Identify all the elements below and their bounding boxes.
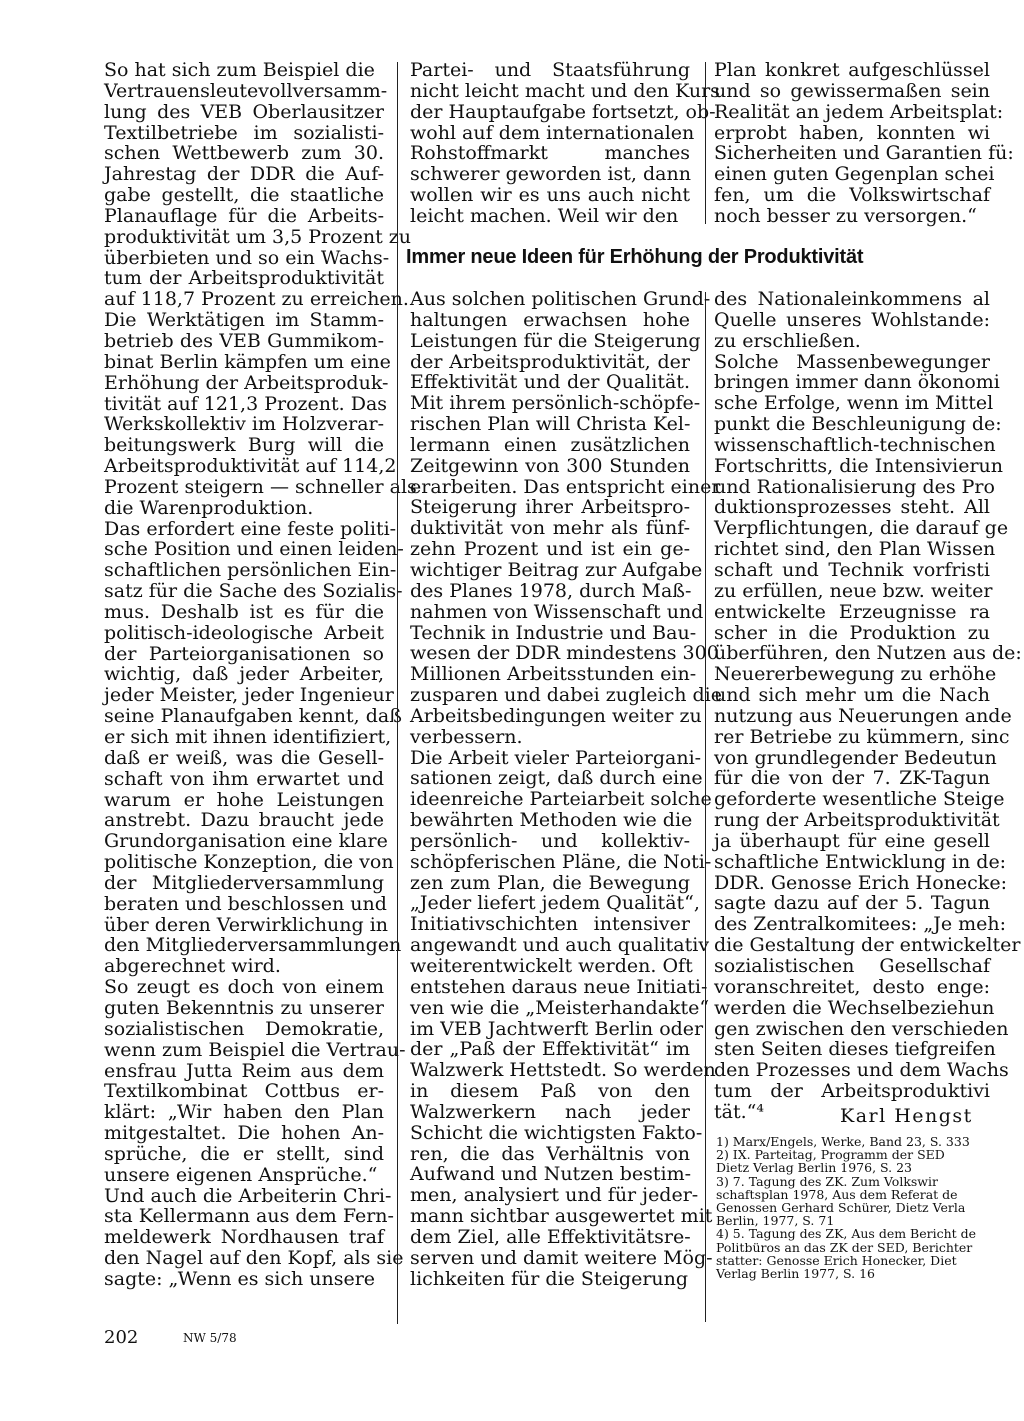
text-line: angewandt und auch qualitativ	[410, 934, 710, 957]
footnote-line: 4) 5. Tagung des ZK, Aus dem Bericht de	[716, 1226, 977, 1242]
text-line: lung des VEB Oberlausitzer	[104, 100, 384, 123]
text-line: er sich mit ihnen identifiziert,	[104, 726, 392, 748]
footnote-line: Genossen Gerhard Schürer, Dietz Verla	[716, 1200, 966, 1216]
text-line: überbieten und so ein Wachs-	[104, 246, 390, 269]
text-line: rischen Plan will Christa Kel-	[410, 413, 691, 436]
text-line: sozialistischen Demokratie,	[104, 1017, 384, 1040]
text-line: politische Konzeption, die von	[104, 851, 394, 874]
text-line: seine Planaufgaben kennt, daß	[104, 705, 402, 728]
text-line: fen, um die Volkswirtschaf	[714, 184, 990, 207]
footnote-line: schaftsplan 1978, Aus dem Referat de	[716, 1186, 958, 1202]
text-line: ja überhaupt für eine gesell	[714, 829, 990, 852]
text-line: Initiativschichten intensiver	[410, 913, 690, 936]
text-line: entwickelte Erzeugnisse ra	[714, 600, 990, 623]
section-headline: Immer neue Ideen für Erhöhung der Produktivität	[406, 246, 864, 268]
text-line: zu erschließen.	[714, 329, 861, 352]
footnote-line: 2) IX. Parteitag, Programm der SED	[716, 1147, 945, 1163]
text-line: duktivität von mehr als fünf-	[410, 517, 690, 540]
page-number: 202	[104, 1327, 139, 1348]
text-line: einen guten Gegenplan schei	[714, 163, 995, 186]
text-line: wenn zum Beispiel die Vertrau-	[104, 1038, 406, 1061]
text-line: zu erfüllen, neue bzw. weiter	[714, 579, 993, 602]
text-line: So zeugt es doch von einem	[104, 976, 384, 999]
text-line: wichtig, daß jeder Arbeiter,	[104, 663, 384, 686]
text-line: Effektivität und der Qualität.	[410, 371, 690, 394]
author-signature: Karl Hengst	[840, 1105, 973, 1127]
text-line: von grundlegender Bedeutun	[714, 746, 997, 769]
footnote-line: 1) Marx/Engels, Werke, Band 23, S. 333	[716, 1134, 970, 1149]
text-line: schaft und Technik vorfristi	[714, 558, 990, 581]
text-line: produktivität um 3,5 Prozent zu	[104, 225, 412, 248]
text-line: über deren Verwirklichung in	[104, 913, 389, 936]
text-line: ensfrau Jutta Reim aus dem	[104, 1059, 384, 1082]
footnotes	[716, 1135, 992, 1280]
text-line: noch besser zu versorgen.“	[714, 204, 977, 227]
text-line: Schicht die wichtigsten Fakto-	[410, 1121, 703, 1144]
text-line: Realität an jedem Arbeitsplat:	[714, 100, 1004, 123]
text-line: Plan konkret aufgeschlüssel	[714, 59, 990, 81]
text-line: unsere eigenen Ansprüche.“	[104, 1163, 378, 1186]
text-line: Technik in Industrie und Bau-	[410, 621, 697, 644]
text-line: schen Wettbewerb zum 30.	[104, 142, 384, 165]
text-line: und Rationalisierung des Pro	[714, 475, 995, 498]
footnote-line: Politbüros an das ZK der SED, Berichter	[716, 1239, 973, 1255]
text-line: erprobt haben, konnten wi	[714, 121, 990, 144]
column-3	[714, 288, 1022, 1123]
text-line: Mit ihrem persönlich-schöpfe-	[410, 392, 701, 415]
text-line: abgerechnet wird.	[104, 955, 281, 978]
text-line: Werkskollektiv im Holzverar-	[104, 413, 385, 436]
text-line: sprüche, die er stellt, sind	[104, 1142, 384, 1165]
text-line: serven und damit weitere Mög-	[410, 1246, 713, 1269]
footnote-line: Verlag Berlin 1977, S. 16	[716, 1266, 875, 1282]
text-line: Textilbetriebe im sozialisti-	[104, 121, 384, 144]
text-line: Walzwerkern nach jeder	[410, 1100, 690, 1123]
column-2-top	[410, 59, 720, 227]
text-line: dem Ziel, alle Effektivitätsre-	[410, 1225, 691, 1248]
text-line: persönlich- und kollektiv-	[410, 829, 690, 852]
text-line: verbessern.	[410, 725, 523, 748]
text-line: wichtiger Beitrag zur Aufgabe	[410, 558, 703, 581]
text-line: auf 118,7 Prozent zu erreichen.	[104, 288, 409, 311]
text-line: men, analysiert und für jeder-	[410, 1184, 699, 1207]
text-line: warum er hohe Leistungen	[104, 788, 384, 811]
text-line: weiterentwickelt werden. Oft	[410, 955, 693, 977]
text-line: duktionsprozesses steht. All	[714, 496, 990, 519]
text-line: schöpferischen Pläne, die Noti-	[410, 850, 712, 873]
text-line: sta Kellermann aus dem Fern-	[104, 1205, 394, 1228]
text-line: der Mitgliederversammlung	[104, 871, 384, 894]
text-line: richtet sind, den Plan Wissen	[714, 538, 996, 561]
text-line: Leistungen für die Steigerung	[410, 329, 701, 352]
column-3-top	[714, 59, 1014, 227]
text-line: sten Seiten dieses tiefgreifen	[714, 1038, 996, 1061]
text-line: ideenreiche Parteiarbeit solche	[410, 788, 712, 811]
text-line: scher in die Produktion zu	[714, 621, 990, 644]
text-line: Prozent steigern — schneller als	[104, 475, 417, 498]
footnote-line: Dietz Verlag Berlin 1976, S. 23	[716, 1160, 912, 1176]
text-line: tivität auf 121,3 Prozent. Das	[104, 392, 388, 415]
text-line: zehn Prozent und ist ein ge-	[410, 538, 690, 561]
text-line: Textilkombinat Cottbus er-	[104, 1080, 384, 1103]
text-line: Neuererbewegung zu erhöhe	[714, 663, 997, 686]
text-line: nutzung aus Neuerungen ande	[714, 704, 1012, 727]
text-line: betrieb des VEB Gummikom-	[104, 329, 384, 352]
text-line: Sicherheiten und Garantien fü:	[714, 142, 1014, 165]
text-line: rer Betriebe zu kümmern, sinc	[714, 725, 1010, 748]
text-line: haltungen erwachsen hohe	[410, 308, 690, 331]
text-line: und so gewissermaßen sein	[714, 79, 990, 102]
text-line: des Planes 1978, durch Maß-	[410, 579, 692, 602]
text-line: Quelle unseres Wohlstande:	[714, 308, 990, 331]
text-line: und sich mehr um die Nach	[714, 684, 990, 707]
text-line: ven wie die „Meisterhandakte“	[410, 996, 710, 1019]
text-line: sagte dazu auf der 5. Tagun	[714, 892, 990, 915]
text-line: binat Berlin kämpfen um eine	[104, 350, 391, 373]
text-line: Und auch die Arbeiterin Chri-	[104, 1184, 392, 1207]
text-line: klärt: „Wir haben den Plan	[104, 1101, 384, 1124]
text-line: des Zentralkomitees: „Je meh:	[714, 913, 1007, 936]
text-line: tum der Arbeitsproduktivi	[714, 1080, 990, 1103]
text-line: punkt die Beschleunigung de:	[714, 413, 1002, 436]
text-line: wollen wir es uns auch nicht	[410, 184, 690, 207]
text-line: Arbeitsproduktivität auf 114,2	[104, 455, 397, 478]
text-line: der Parteiorganisationen so	[104, 642, 384, 665]
text-line: die Gestaltung der entwickelter	[714, 934, 1021, 957]
text-line: Zeitgewinn von 300 Stunden	[410, 454, 690, 477]
text-line: der Arbeitsproduktivität, der	[410, 350, 690, 373]
text-line: erarbeiten. Das entspricht einer	[410, 475, 721, 498]
text-line: mann sichtbar ausgewertet mit	[410, 1205, 713, 1228]
text-line: DDR. Genosse Erich Honecke:	[714, 871, 1007, 894]
text-line: Jahrestag der DDR die Auf-	[104, 163, 384, 186]
text-line: Die Werktätigen im Stamm-	[104, 309, 384, 332]
text-line: überführen, den Nutzen aus de:	[714, 642, 1022, 665]
text-line: Millionen Arbeitsstunden ein-	[410, 663, 697, 686]
text-line: schaftlichen persönlichen Ein-	[104, 559, 397, 582]
text-line: schaftliche Entwicklung in de:	[714, 850, 1007, 873]
column-2	[410, 288, 722, 1290]
footnote-line: Berlin, 1977, S. 71	[716, 1213, 835, 1229]
text-line: den Mitgliederversammlungen	[104, 934, 402, 957]
text-line: schwerer geworden ist, dann	[410, 163, 691, 186]
text-line: Aufwand und Nutzen bestim-	[410, 1163, 692, 1186]
column-1	[104, 59, 417, 1290]
journal-issue: NW 5/78	[183, 1331, 237, 1345]
text-line: sationen zeigt, daß durch eine	[410, 767, 703, 790]
text-line: der Hauptaufgabe fortsetzt, ob-	[410, 100, 716, 123]
text-line: sche Position und einen leiden-	[104, 538, 404, 561]
text-line: lermann einen zusätzlichen	[410, 433, 690, 456]
text-line: beitungswerk Burg will die	[104, 434, 384, 457]
text-line: mus. Deshalb ist es für die	[104, 600, 384, 623]
text-line: im VEB Jachtwerft Berlin oder	[410, 1017, 704, 1040]
text-line: den Nagel auf den Kopf, als sie	[104, 1247, 404, 1270]
text-line: meldewerk Nordhausen traf	[104, 1226, 384, 1249]
text-line: wissenschaftlich-technischen	[714, 433, 996, 456]
text-line: satz für die Sache des Sozialis-	[104, 580, 403, 603]
text-line: Verpflichtungen, die darauf ge	[714, 517, 1009, 540]
text-line: Das erfordert eine feste politi-	[104, 517, 397, 540]
text-line: zen zum Plan, die Bewegung	[410, 871, 690, 894]
text-line: Vertrauensleutevollversamm-	[104, 79, 388, 102]
text-line: lichkeiten für die Steigerung	[410, 1267, 689, 1290]
text-line: für die von der 7. ZK-Tagun	[714, 767, 990, 790]
text-line: anstrebt. Dazu braucht jede	[104, 809, 384, 832]
text-line: Walzwerk Hettstedt. So werden	[410, 1059, 716, 1082]
text-line: sozialistischen Gesellschaf	[714, 955, 990, 977]
text-line: So hat sich zum Beispiel die	[104, 59, 375, 81]
text-line: wesen der DDR mindestens 300	[410, 642, 719, 665]
text-line: rung der Arbeitsproduktivität	[714, 809, 1000, 832]
text-line: wohl auf dem internationalen	[410, 121, 695, 144]
text-line: voranschreitet, desto enge:	[714, 975, 990, 998]
text-line: Erhöhung der Arbeitsproduk-	[104, 371, 389, 394]
text-line: geforderte wesentliche Steige	[714, 788, 1005, 811]
text-line: gabe gestellt, die staatliche	[104, 184, 384, 207]
text-line: die Warenproduktion.	[104, 496, 314, 519]
text-line: jeder Meister, jeder Ingenieur	[104, 684, 394, 707]
text-line: sche Erfolge, wenn im Mittel	[714, 392, 994, 415]
text-line: des Nationaleinkommens al	[714, 288, 990, 310]
text-line: politisch-ideologische Arbeit	[104, 621, 384, 644]
text-line: Planauflage für die Arbeits-	[104, 204, 384, 227]
text-line: Aus solchen politischen Grund-	[410, 288, 711, 310]
text-line: guten Bekenntnis zu unserer	[104, 996, 384, 1019]
text-line: Steigerung ihrer Arbeitspro-	[410, 496, 690, 519]
text-line: zusparen und dabei zugleich die	[410, 684, 722, 707]
footnote-line: 3) 7. Tagung des ZK. Zum Volkswir	[716, 1173, 938, 1189]
text-line: schaft von ihm erwartet und	[104, 767, 384, 790]
text-line: beraten und beschlossen und	[104, 892, 387, 915]
text-line: werden die Wechselbeziehun	[714, 996, 995, 1019]
text-line: tät.“⁴	[714, 1100, 764, 1123]
text-line: nahmen von Wissenschaft und	[410, 600, 704, 623]
text-line: den Prozesses und dem Wachs	[714, 1059, 1009, 1082]
text-line: sagte: „Wenn es sich unsere	[104, 1267, 376, 1290]
text-line: bewährten Methoden wie die	[410, 809, 693, 832]
text-line: Grundorganisation eine klare	[104, 830, 388, 853]
text-line: in diesem Paß von den	[410, 1080, 690, 1103]
text-line: ren, die das Verhältnis von	[410, 1142, 690, 1165]
text-line: Partei- und Staatsführung	[410, 59, 690, 81]
text-line: leicht machen. Weil wir den	[410, 204, 679, 227]
text-line: entstehen daraus neue Initiati-	[410, 975, 708, 998]
text-line: Fortschritts, die Intensivierun	[714, 454, 1004, 477]
text-line: Rohstoffmarkt manches	[410, 142, 690, 165]
text-line: Die Arbeit vieler Parteiorgani-	[410, 746, 702, 769]
text-line: bringen immer dann ökonomi	[714, 371, 1000, 394]
footnote-line: statter: Genosse Erich Honecker, Diet	[716, 1252, 957, 1268]
text-line: gen zwischen den verschieden	[714, 1017, 1009, 1040]
text-line: tum der Arbeitsproduktivität	[104, 267, 384, 290]
text-line: der „Paß der Effektivität“ im	[410, 1038, 690, 1061]
column-rule-1	[397, 62, 398, 1324]
text-line: daß er weiß, was die Gesell-	[104, 746, 384, 769]
text-line: Solche Massenbewegunger	[714, 350, 990, 373]
text-line: Arbeitsbedingungen weiter zu	[410, 704, 702, 727]
text-line: nicht leicht macht und den Kurs	[410, 79, 720, 102]
text-line: „Jeder liefert jedem Qualität“,	[410, 892, 700, 915]
text-line: mitgestaltet. Die hohen An-	[104, 1122, 384, 1145]
